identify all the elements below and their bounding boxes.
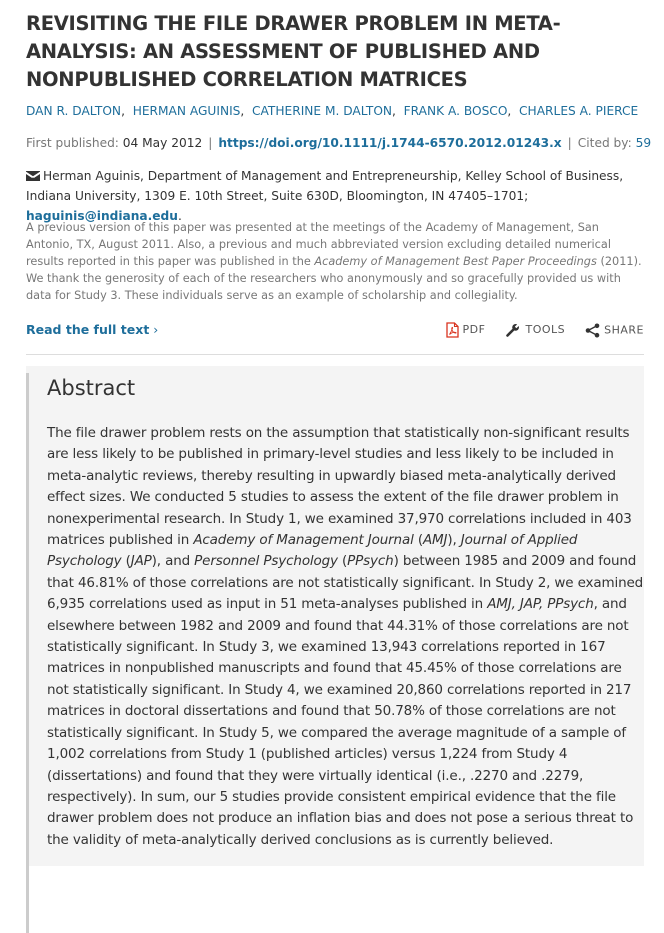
abstract-accent-bar — [26, 373, 29, 933]
first-published-label: First published: — [26, 136, 119, 150]
tools-label: TOOLS — [525, 323, 566, 336]
abstract-heading: Abstract — [47, 376, 136, 400]
wrench-icon — [505, 322, 521, 338]
read-full-text-link[interactable] — [26, 322, 158, 337]
author-link[interactable]: HERMAN AGUINIS — [132, 104, 241, 118]
read-full-text-label: Read the full text — [26, 322, 150, 337]
abstract-section — [26, 366, 644, 866]
share-icon — [585, 323, 600, 338]
author-link[interactable]: DAN R. DALTON — [26, 104, 122, 118]
email-link[interactable]: haguinis@indiana.edu — [26, 209, 178, 223]
first-published-date: 04 May 2012 — [122, 136, 203, 150]
article-tools — [430, 322, 644, 338]
pdf-button[interactable] — [446, 322, 486, 338]
correspondence: Herman Aguinis, Department of Management and Entrepreneurship, Kelley School of Business, Indiana University, 1309 E. 10th Street, Suite 630D, Bloomington, IN 47405–1701; haguinis@indiana.edu. — [26, 169, 624, 223]
abstract-text: The file drawer problem rests on the assumption that statistically non-significant results are less likely to be published in primary-level studies and less likely to be included in meta-analytic reviews, thereby resulting in upwardly biased meta-analytically derived effect sizes. We conducted 5 studies to assess the extent of the file drawer problem in nonexperimental research. In Study 1, we examined 37,970 correlations included in 403 matrices published in Academy of Management Journal (AMJ), Journal of Applied Psychology (JAP), and Personnel Psychology (PPsych) between 1985 and 2009 and found that 46.81% of those correlations are not statistically significant. In Study 2, we examined 6,935 correlations used as input in 51 meta-analyses published in AMJ, JAP, PPsych, and elsewhere between 1982 and 2009 and found that 44.31% of those correlations are not statistically significant. In Study 3, we examined 13,943 correlations reported in 167 matrices in nonpublished manuscripts and found that 45.45% of those correlations are not statistically significant. In Study 4, we examined 20,860 correlations reported in 217 matrices in doctoral dissertations and found that 50.78% of those correlations are not statistically significant. In Study 5, we compared the average magnitude of a sample of 1,002 correlations from Study 1 (published articles) versus 1,224 from Study 4 (dissertations) and found that they were virtually identical (i.e., .2270 and .2279, respectively). In sum, our 5 studies provide consistent empirical evidence that the file drawer problem does not produce an inflation bias and does not pose a serious threat to the validity of meta-analytically derived conclusions as is currently believed. — [47, 425, 644, 848]
divider — [26, 354, 644, 355]
article-title: REVISITING THE FILE DRAWER PROBLEM IN META-ANALYSIS: AN ASSESSMENT OF PUBLISHED AND NONPUBLISHED CORRELATION MATRICES — [26, 12, 561, 91]
tools-button[interactable] — [505, 322, 565, 338]
cited-by-count-link[interactable]: 59 — [635, 136, 652, 150]
author-link[interactable]: CHARLES A. PIERCE — [519, 104, 639, 118]
acknowledgement-note: A previous version of this paper was presented at the meetings of the Academy of Management, San Antonio, TX, August 2011. Also, a previous and much abbreviated version excluding detailed numerical results reported in this paper was published in the Academy of Management Best Paper Proceedings (2011). We thank the generosity of each of the researchers who anonymously and so gracefully provided us with data for Study 3. These individuals serve as an example of scholarship and collegiality. — [26, 221, 642, 302]
pdf-icon — [446, 322, 459, 338]
envelope-icon — [26, 171, 40, 181]
author-link[interactable]: CATHERINE M. DALTON — [252, 104, 393, 118]
chevron-right-icon: › — [153, 322, 159, 337]
share-button[interactable] — [585, 323, 644, 338]
cited-by-label: Cited by: — [577, 136, 632, 150]
publication-meta: First published: 04 May 2012 | https://doi.org/10.1111/j.1744-6570.2012.01243.x | Cited by: 59 — [26, 136, 652, 150]
correspondence-address: Herman Aguinis, Department of Management and Entrepreneurship, Kelley School of Business, Indiana University, 1309 E. 10th Street, Suite 630D, Bloomington, IN 47405–1701; — [26, 169, 624, 203]
doi-link[interactable]: https://doi.org/10.1111/j.1744-6570.2012.01243.x — [218, 136, 562, 150]
author-list: DAN R. DALTON, HERMAN AGUINIS, CATHERINE M. DALTON, FRANK A. BOSCO, CHARLES A. PIERCE — [26, 104, 639, 118]
author-link[interactable]: FRANK A. BOSCO — [403, 104, 508, 118]
pdf-label: PDF — [462, 323, 486, 336]
share-label: SHARE — [604, 323, 644, 336]
